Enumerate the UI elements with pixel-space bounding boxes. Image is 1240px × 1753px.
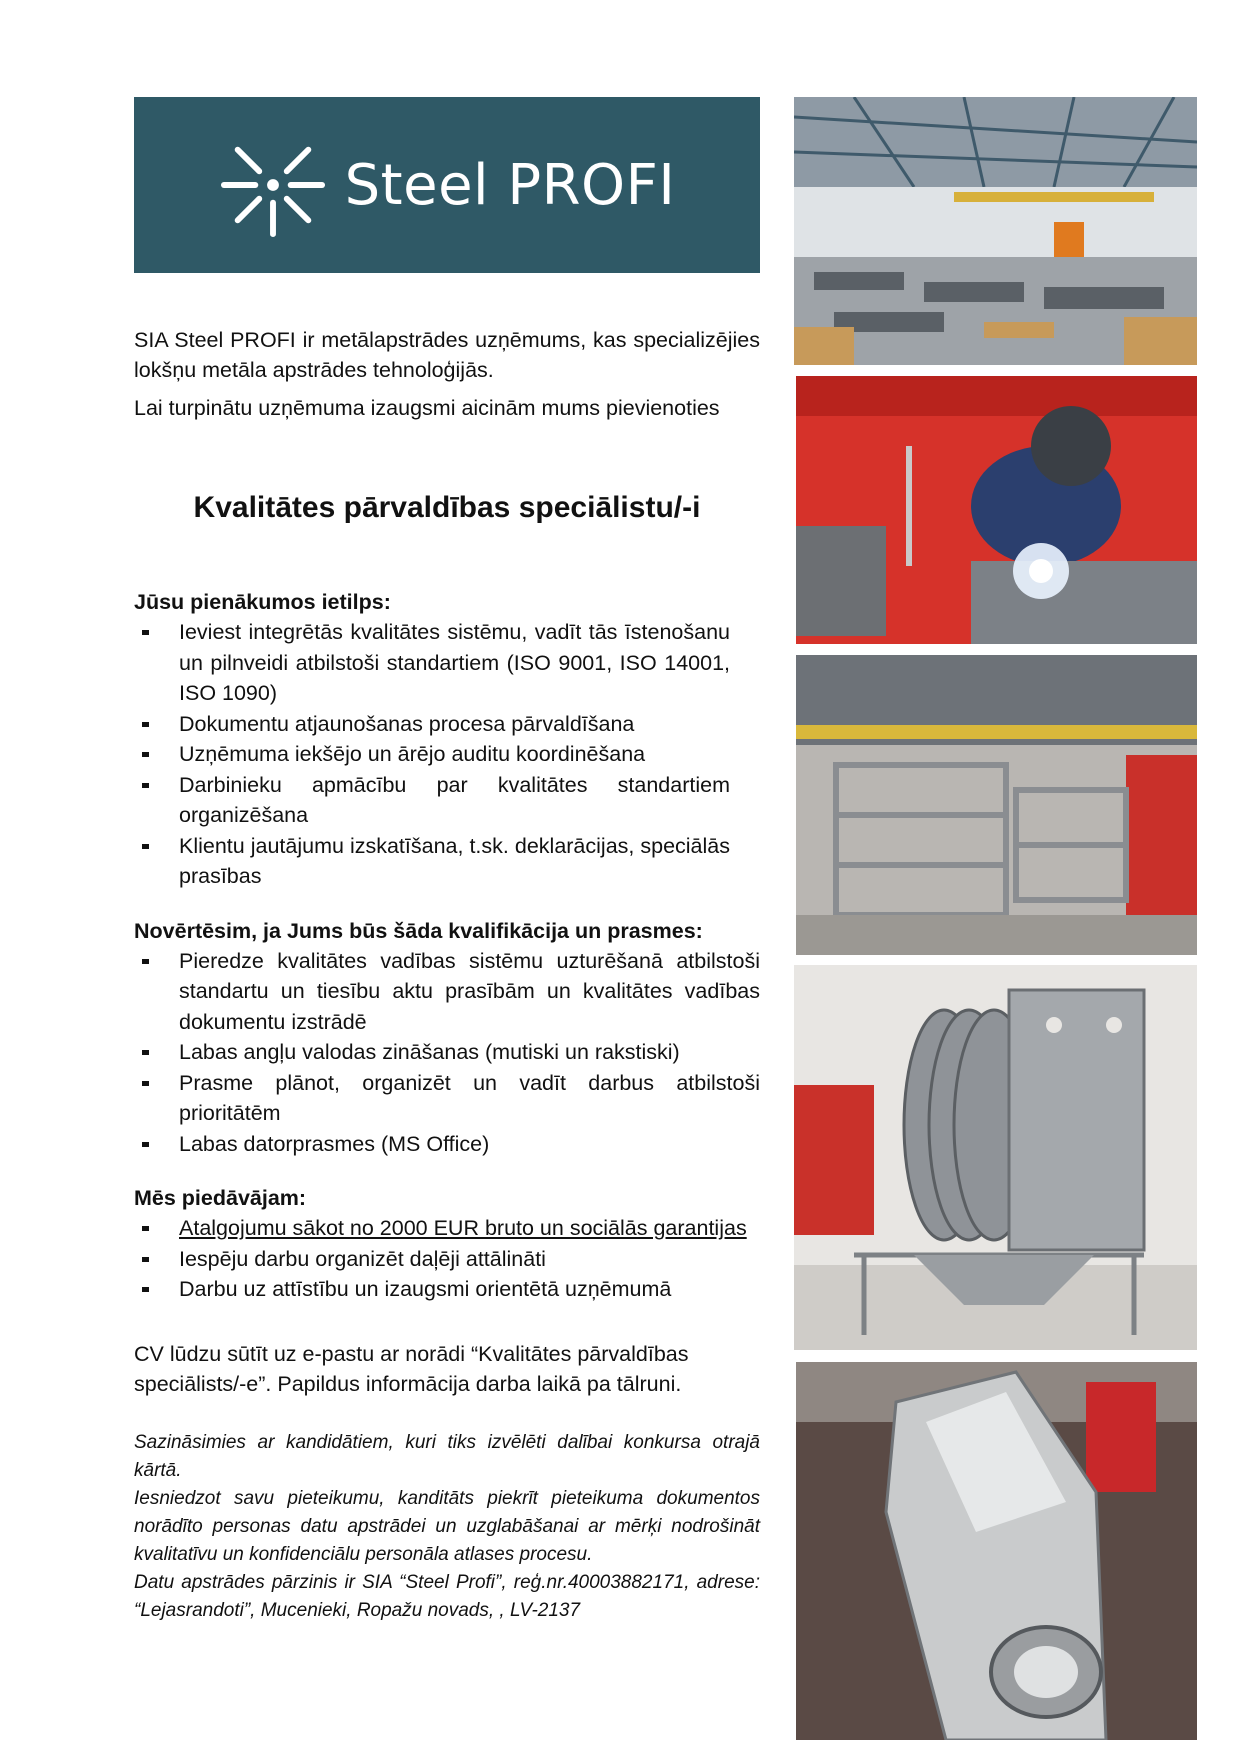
bullet-icon	[142, 630, 149, 635]
bullet-icon	[142, 1226, 149, 1231]
salary-text: Atalgojumu sākot no 2000 EUR bruto un sociālās garantijas	[179, 1216, 747, 1240]
list-item: Darbu uz attīstību un izaugsmi orientētā uzņēmumā	[134, 1274, 760, 1305]
note-line: Iesniedzot savu pieteikumu, kanditāts piekrīt pieteikuma dokumentos norādīto personas datu apstrādei un uzglabāšanai ar mērķi nodrošināt kvalitatīvu un konfidenciālu personāla atlases procesu.	[134, 1487, 760, 1565]
list-item: Ieviest integrētās kvalitātes sistēmu, vadīt tās īstenošanu un pilnveidi atbilstoši standartiem (ISO 9001, ISO 14001, ISO 1090)	[134, 617, 730, 709]
bullet-icon	[142, 1257, 149, 1262]
qualifications-heading: Novērtēsim, ja Jums būs šāda kvalifikācija un prasmes:	[134, 918, 703, 943]
duties-heading: Jūsu pienākumos ietilps:	[134, 590, 391, 614]
logo-text: Steel PROFI	[344, 152, 676, 218]
bullet-icon	[142, 722, 149, 727]
list-item	[134, 1213, 760, 1244]
drum-machine-photo	[794, 965, 1197, 1350]
frames-photo	[796, 655, 1197, 955]
company-logo	[134, 97, 760, 273]
list-item: Pieredze kvalitātes vadības sistēmu uzturēšanā atbilstoši standartu un tiesību aktu prasībām un kvalitātes vadības dokumentu izstrādē	[134, 946, 760, 1038]
privacy-note	[134, 1429, 760, 1625]
warehouse-photo	[794, 97, 1197, 365]
stainless-duct-photo	[796, 1362, 1197, 1740]
position-title: Kvalitātes pārvaldības speciālistu/-i	[193, 491, 701, 524]
offer-list	[134, 1213, 760, 1305]
bullet-icon	[142, 1081, 149, 1086]
note-line: Sazināsimies ar kandidātiem, kuri tiks izvēlēti dalībai konkursa otrajā kārtā.	[134, 1431, 760, 1481]
qualifications-list	[134, 946, 760, 1160]
bullet-icon	[142, 1287, 149, 1292]
bullet-icon	[142, 1142, 149, 1147]
duties-list	[134, 617, 760, 892]
bullet-icon	[142, 1050, 149, 1055]
sunburst-logo-icon	[219, 131, 327, 239]
list-item: Dokumentu atjaunošanas procesa pārvaldīšana	[134, 709, 730, 740]
invitation-paragraph: Lai turpinātu uzņēmuma izaugsmi aicinām mums pievienoties	[134, 396, 720, 420]
job-posting	[134, 97, 760, 1625]
intro-paragraph: SIA Steel PROFI ir metālapstrādes uzņēmums, kas specializējies lokšņu metāla apstrādes tehnoloģijās.	[134, 328, 760, 382]
list-item: Darbinieku apmācību par kvalitātes standartiem organizēšana	[134, 770, 730, 831]
list-item: Labas angļu valodas zināšanas (mutiski un rakstiski)	[134, 1037, 760, 1068]
bullet-icon	[142, 752, 149, 757]
list-item: Labas datorprasmes (MS Office)	[134, 1129, 760, 1160]
bullet-icon	[142, 783, 149, 788]
list-item: Iespēju darbu organizēt daļēji attālināti	[134, 1244, 760, 1275]
welder-photo	[796, 376, 1197, 644]
bullet-icon	[142, 959, 149, 964]
offer-heading: Mēs piedāvājam:	[134, 1186, 307, 1210]
list-item: Uzņēmuma iekšējo un ārējo auditu koordinēšana	[134, 739, 730, 770]
list-item: Prasme plānot, organizēt un vadīt darbus atbilstoši prioritātēm	[134, 1068, 760, 1129]
note-line: Datu apstrādes pārzinis ir SIA “Steel Profi”, reģ.nr.40003882171, adrese: “Lejasrandoti”, Mucenieki, Ropažu novads, , LV-2137	[134, 1571, 760, 1621]
bullet-icon	[142, 844, 149, 849]
list-item: Klientu jautājumu izskatīšana, t.sk. deklarācijas, speciālās prasības	[134, 831, 730, 892]
cv-instructions: CV lūdzu sūtīt uz e-pastu ar norādi “Kvalitātes pārvaldības speciālists/-e”. Papildus informācija darba laikā pa tālruni.	[134, 1341, 689, 1396]
